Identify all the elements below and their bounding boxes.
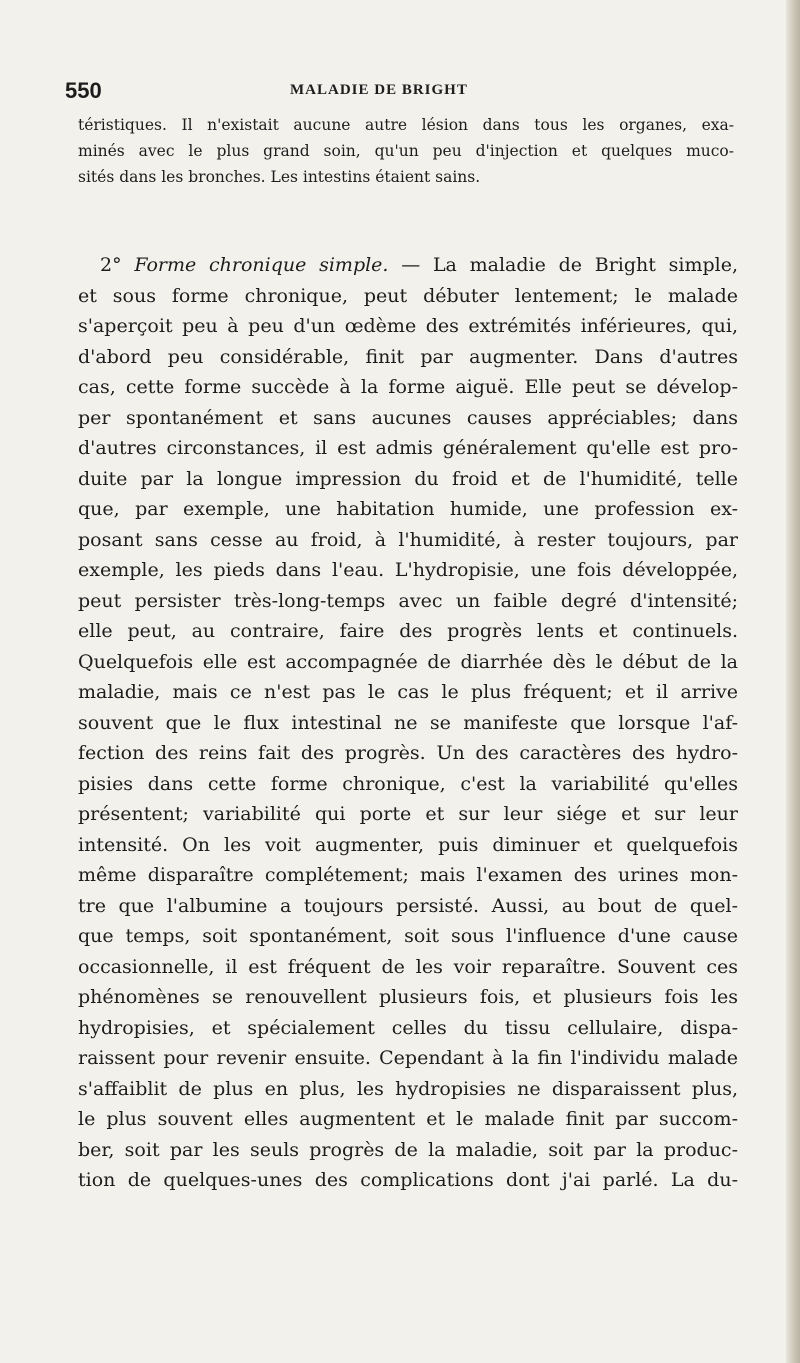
section-heading-rest: — La maladie de Bright simple,	[388, 254, 739, 276]
section-heading-line	[78, 250, 738, 281]
text-line: que temps, soit spontanément, soit sous l'influence d'une cause	[78, 925, 738, 947]
text-line: elle peut, au contraire, faire des progrès lents et continuels.	[78, 620, 738, 642]
text-line: souvent que le flux intestinal ne se manifeste que lorsque l'af-	[78, 711, 738, 734]
text-line: occasionnelle, il est fréquent de les voir reparaître. Souvent ces	[78, 955, 738, 978]
text-line: cas, cette forme succède à la forme aiguë. Elle peut se dévelop-	[78, 376, 738, 398]
text-line: tre que l'albumine a toujours persisté. Aussi, au bout de quel-	[78, 894, 738, 917]
text-line: téristiques. Il n'existait aucune autre lésion dans tous les organes, exa-	[78, 116, 734, 134]
running-title: MALADIE DE BRIGHT	[290, 82, 468, 98]
text-line: minés avec le plus grand soin, qu'un peu d'injection et quelques muco-	[78, 142, 734, 160]
text-line: sités dans les bronches. Les intestins étaient sains.	[78, 168, 481, 186]
text-line: tion de quelques-unes des complications dont j'ai parlé. La du-	[78, 1169, 738, 1191]
text-line: d'abord peu considérable, finit par augmenter. Dans d'autres	[78, 345, 738, 368]
text-line: ber, soit par les seuls progrès de la maladie, soit par la produc-	[78, 1138, 738, 1161]
text-line: présentent; variabilité qui porte et sur leur siége et sur leur	[78, 803, 738, 825]
text-line: pisies dans cette forme chronique, c'est la variabilité qu'elles	[78, 772, 738, 795]
text-line: Quelquefois elle est accompagnée de diarrhée dès le début de la	[78, 650, 738, 673]
page-number: 550	[65, 78, 102, 103]
text-line: per spontanément et sans aucunes causes appréciables; dans	[78, 406, 738, 429]
text-line: exemple, les pieds dans l'eau. L'hydropisie, une fois développée,	[78, 559, 738, 581]
text-line: duite par la longue impression du froid et de l'humidité, telle	[78, 467, 738, 490]
text-line: fection des reins fait des progrès. Un des caractères des hydro-	[78, 742, 738, 764]
section-heading: Forme chronique simple.	[134, 254, 389, 276]
small-paragraph	[78, 112, 734, 190]
section-number: 2°	[100, 254, 122, 276]
text-line: que, par exemple, une habitation humide, une profession ex-	[78, 498, 738, 520]
text-line: peut persister très-long-temps avec un faible degré d'intensité;	[78, 589, 738, 612]
page-header	[65, 70, 745, 110]
text-line: s'affaiblit de plus en plus, les hydropisies ne disparaissent plus,	[78, 1077, 738, 1100]
text-line: s'aperçoit peu à peu d'un œdème des extrémités inférieures, qui,	[78, 315, 738, 337]
text-line: phénomènes se renouvellent plusieurs fois, et plusieurs fois les	[78, 986, 738, 1008]
text-line: hydropisies, et spécialement celles du tissu cellulaire, dispa-	[78, 1016, 738, 1039]
text-line: intensité. On les voit augmenter, puis diminuer et quelquefois	[78, 833, 738, 856]
text-line: maladie, mais ce n'est pas le cas le plus fréquent; et il arrive	[78, 681, 738, 703]
text-line: posant sans cesse au froid, à l'humidité, à rester toujours, par	[78, 528, 738, 551]
page-edge-shadow	[786, 0, 800, 1363]
text-line: d'autres circonstances, il est admis généralement qu'elle est pro-	[78, 437, 738, 459]
main-paragraph	[78, 250, 738, 1196]
text-line: même disparaître complétement; mais l'examen des urines mon-	[78, 864, 738, 886]
text-line: le plus souvent elles augmentent et le malade finit par succom-	[78, 1108, 738, 1130]
text-line: et sous forme chronique, peut débuter lentement; le malade	[78, 284, 738, 307]
text-line: raissent pour revenir ensuite. Cependant à la fin l'individu malade	[78, 1047, 738, 1069]
